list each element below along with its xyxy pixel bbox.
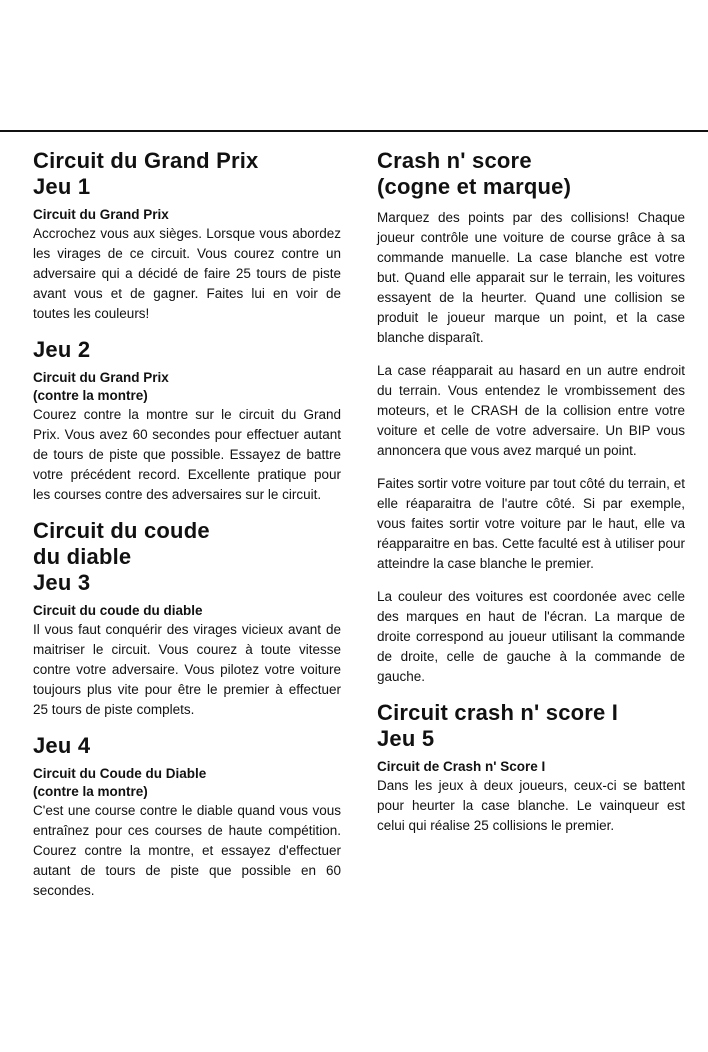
paragraph: Marquez des points par des collisions! Chaque joueur contrôle une voiture de course grâce à sa commande manuelle. La case blanche est votre but. Quand elle apparait sur le terrain, les voitures essayent de la heurter. Quand une collision se produit le joueur marque un point, et la case blanche disparaît. (377, 210, 685, 345)
section-jeu-1 (33, 148, 341, 324)
crash-n-score-title: Crash n' score (cogne et marque) (377, 148, 572, 199)
section-subtitle: Circuit du coude du diable (33, 603, 203, 618)
section-jeu-3 (33, 518, 341, 720)
section-jeu-2 (33, 337, 341, 505)
top-rule (0, 130, 708, 132)
section-title: Jeu 2 (33, 337, 91, 362)
jeu-5-subtitle: Circuit de Crash n' Score I (377, 759, 546, 774)
section-subtitle: Circuit du Grand Prix (33, 207, 169, 222)
paragraph: La case réapparait au hasard en un autre endroit du terrain. Vous entendez le vrombissement des moteurs, et le CRASH de la collision entre votre voiture et celle de votre adversaire. Un BIP vous annoncera que vous avez marqué un point. (377, 363, 685, 458)
section-title: Jeu 4 (33, 733, 91, 758)
left-column (33, 148, 341, 914)
section-subtitle: Circuit du Grand Prix (contre la montre) (33, 370, 169, 403)
section-text: Il vous faut conquérir des virages vicieux avant de maitriser le circuit. Vous courez à toute vitesse contre votre adversaire. Vous pilotez votre voiture toujours plus vite pour être le premier à effectuer 25 tours de piste complets. (33, 622, 341, 717)
jeu-5-title: Circuit crash n' score I Jeu 5 (377, 700, 619, 751)
paragraph: Faites sortir votre voiture par tout côté du terrain, et elle réaparaitra de l'autre côté. Si par exemple, vous faites sortir votre voiture par le haut, elle va réapparaitre en bas. Cette faculté est à utiliser pour atteindre la case blanche le premier. (377, 476, 685, 571)
section-text: C'est une course contre le diable quand vous vous entraînez pour ces courses de haute compétition. Courez contre la montre, et essayez d'effectuer autant de tours de piste que possible en 60 secondes. (33, 803, 341, 898)
section-text: Accrochez vous aux sièges. Lorsque vous abordez les virages de ce circuit. Vous courez contre un adversaire qui a décidé de faire 25 tours de piste avant vous et de gagner. Faites lui en voir de toutes les couleurs! (33, 226, 341, 321)
section-subtitle: Circuit du Coude du Diable (contre la montre) (33, 766, 207, 799)
section-title: Circuit du coude du diable Jeu 3 (33, 518, 210, 595)
paragraph: La couleur des voitures est coordonée avec celle des marques en haut de l'écran. La marque de droite correspond au joueur utilisant la commande de droite, celle de gauche à la commande de gauche. (377, 589, 685, 684)
section-jeu-4 (33, 733, 341, 901)
jeu-5-text: Dans les jeux à deux joueurs, ceux-ci se battent pour heurter la case blanche. Le vainqueur est celui qui réalise 25 collisions le premier. (377, 778, 685, 833)
section-text: Courez contre la montre sur le circuit du Grand Prix. Vous avez 60 secondes pour effectuer autant de tours de piste que possible. Essayez de battre votre précédent record. Excellente pratique pour les courses contre des adversaires sur le circuit. (33, 407, 341, 502)
right-column (377, 148, 685, 836)
section-title: Circuit du Grand Prix Jeu 1 (33, 148, 259, 199)
